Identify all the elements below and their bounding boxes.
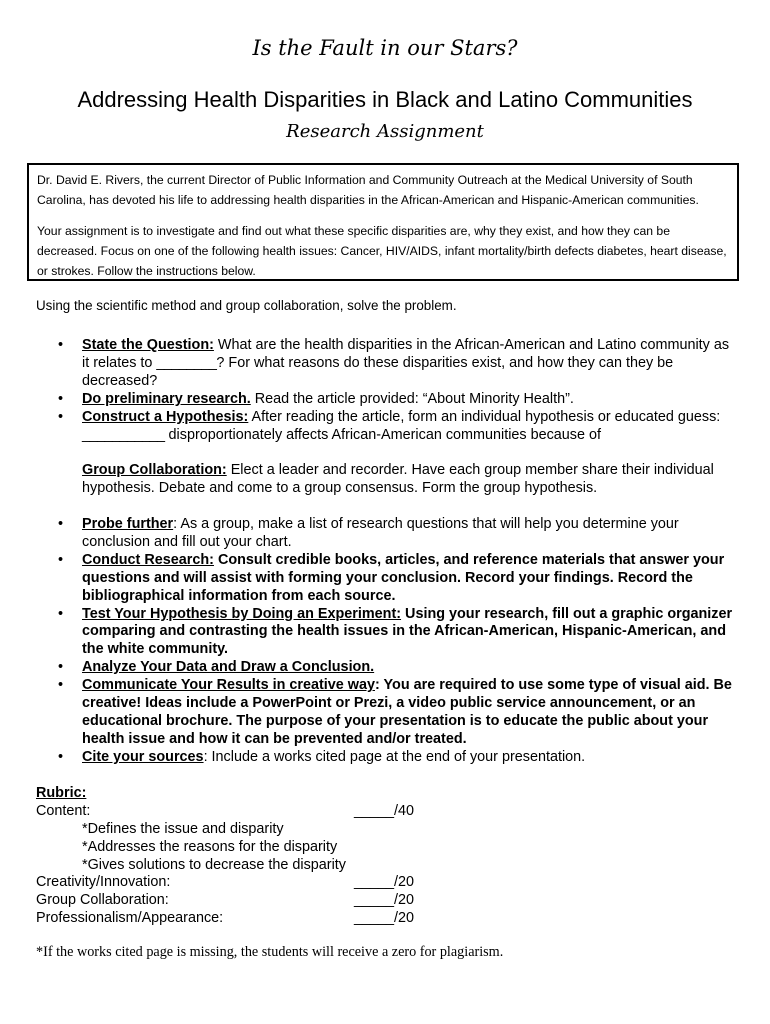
list-item: [0, 659, 770, 677]
step-text: Elect a leader and recorder. Have each group member share their individual hypothesis. Debate and come to a group consensus. Form the group hypothesis.: [82, 462, 714, 497]
intro-box: [27, 163, 739, 281]
list-item: [0, 677, 770, 749]
bullet-icon: •: [58, 677, 64, 694]
intro-paragraph-2: Your assignment is to investigate and find out what these specific disparities are, why they exist, and how they can be decreased. Focus on one of the following health issues: Cancer, HIV/AIDS, infant mortality/birth defects diabetes, heart disease, or strokes. Follow the instructions below.: [37, 224, 727, 278]
list-item: [0, 606, 770, 660]
bullet-icon: •: [58, 390, 64, 407]
step-label: Cite your sources: [82, 748, 204, 765]
step-text: Using your research, fill out a graphic organizer comparing and contrasting the health issues in the African-American, Hispanic-American, and the white community.: [82, 605, 733, 658]
step-text: disproportionately affects African-American communities because of: [164, 426, 602, 443]
bullet-icon: •: [58, 605, 64, 622]
bullet-icon: •: [58, 516, 64, 533]
intro-paragraph-1: Dr. David E. Rivers, the current Director of Public Information and Community Outreach at the Medical University of South Carolina, has devoted his life to addressing health disparities in the African-American and Hispanic-American communities.: [37, 173, 699, 207]
bullet-icon: •: [58, 748, 64, 765]
step-label: Construct a Hypothesis:: [82, 408, 249, 425]
step-text: Read the article provided: “About Minority Health”.: [250, 390, 574, 407]
bullet-icon: •: [58, 659, 64, 676]
fill-blank: ___________: [82, 426, 165, 443]
step-label: Communicate Your Results in creative way: [82, 677, 375, 694]
step-text: : You are required to use some type of visual aid. Be creative! Ideas include a PowerPoint or Prezi, a video public service announcement, or an educational brochure. The purpose of your presentation is to educate the public about your health issue and how it can be prevented and/or treated.: [82, 677, 732, 747]
rubric-sub-item: *Addresses the reasons for the disparity: [82, 838, 338, 855]
rubric-professionalism-label: Professionalism/Appearance:: [36, 910, 224, 927]
rubric: [36, 785, 456, 928]
list-item: [0, 749, 770, 767]
list-item: [0, 552, 770, 606]
step-text: : As a group, make a list of research questions that will help you determine your conclusion and fill out your chart.: [82, 516, 679, 550]
rubric-content-score: _____/40: [354, 802, 415, 819]
step-label: Analyze Your Data and Draw a Conclusion.: [82, 659, 375, 676]
list-item: [0, 409, 770, 445]
method-instruction: Using the scientific method and group collaboration, solve the problem.: [36, 298, 457, 313]
document-title-script: Is the Fault in our Stars?: [252, 36, 518, 60]
step-label: Probe further: [82, 516, 174, 533]
step-label: Conduct Research:: [82, 551, 214, 568]
step-text: ? For what reasons do these disparities exist, and how they can they be decreased?: [82, 354, 674, 389]
fill-blank: ________: [156, 354, 217, 371]
step-text: After reading the article, form an individual hypothesis or educated guess:: [248, 408, 721, 425]
rubric-group-score: _____/20: [354, 892, 415, 909]
steps-list: [0, 337, 770, 767]
step-text: Consult credible books, articles, and reference materials that answer your questions and will assist with forming your conclusion. Record your findings. Record the bibliographical information from each source.: [82, 551, 725, 604]
list-item: [0, 391, 770, 409]
list-item: [0, 516, 770, 552]
bullet-icon: •: [58, 408, 64, 425]
rubric-content-label: Content:: [36, 802, 91, 819]
plagiarism-footnote: *If the works cited page is missing, the students will receive a zero for plagiarism.: [36, 944, 504, 960]
document-subtitle: Research Assignment: [286, 121, 484, 142]
step-text: : Include a works cited page at the end of your presentation.: [203, 748, 586, 765]
rubric-sub-item: *Defines the issue and disparity: [82, 820, 284, 837]
rubric-group-label: Group Collaboration:: [36, 892, 169, 909]
step-label: Test Your Hypothesis by Doing an Experiment:: [82, 605, 402, 622]
step-label: State the Question:: [82, 337, 214, 353]
step-label: Do preliminary research.: [82, 390, 251, 407]
bullet-icon: •: [58, 551, 64, 568]
list-item: [0, 462, 770, 498]
rubric-professionalism-score: _____/20: [354, 910, 415, 927]
bullet-icon: •: [58, 337, 64, 353]
list-item: [0, 337, 770, 391]
step-text: What are the health disparities in the African-American and Latino community as it relates to: [82, 337, 730, 371]
rubric-creativity-score: _____/20: [354, 874, 415, 891]
step-label: Group Collaboration:: [82, 462, 227, 479]
document-title: Addressing Health Disparities in Black and Latino Communities: [77, 87, 693, 112]
rubric-sub-item: *Gives solutions to decrease the disparity: [82, 856, 346, 873]
rubric-creativity-label: Creativity/Innovation:: [36, 874, 171, 891]
rubric-heading: Rubric:: [36, 785, 87, 801]
